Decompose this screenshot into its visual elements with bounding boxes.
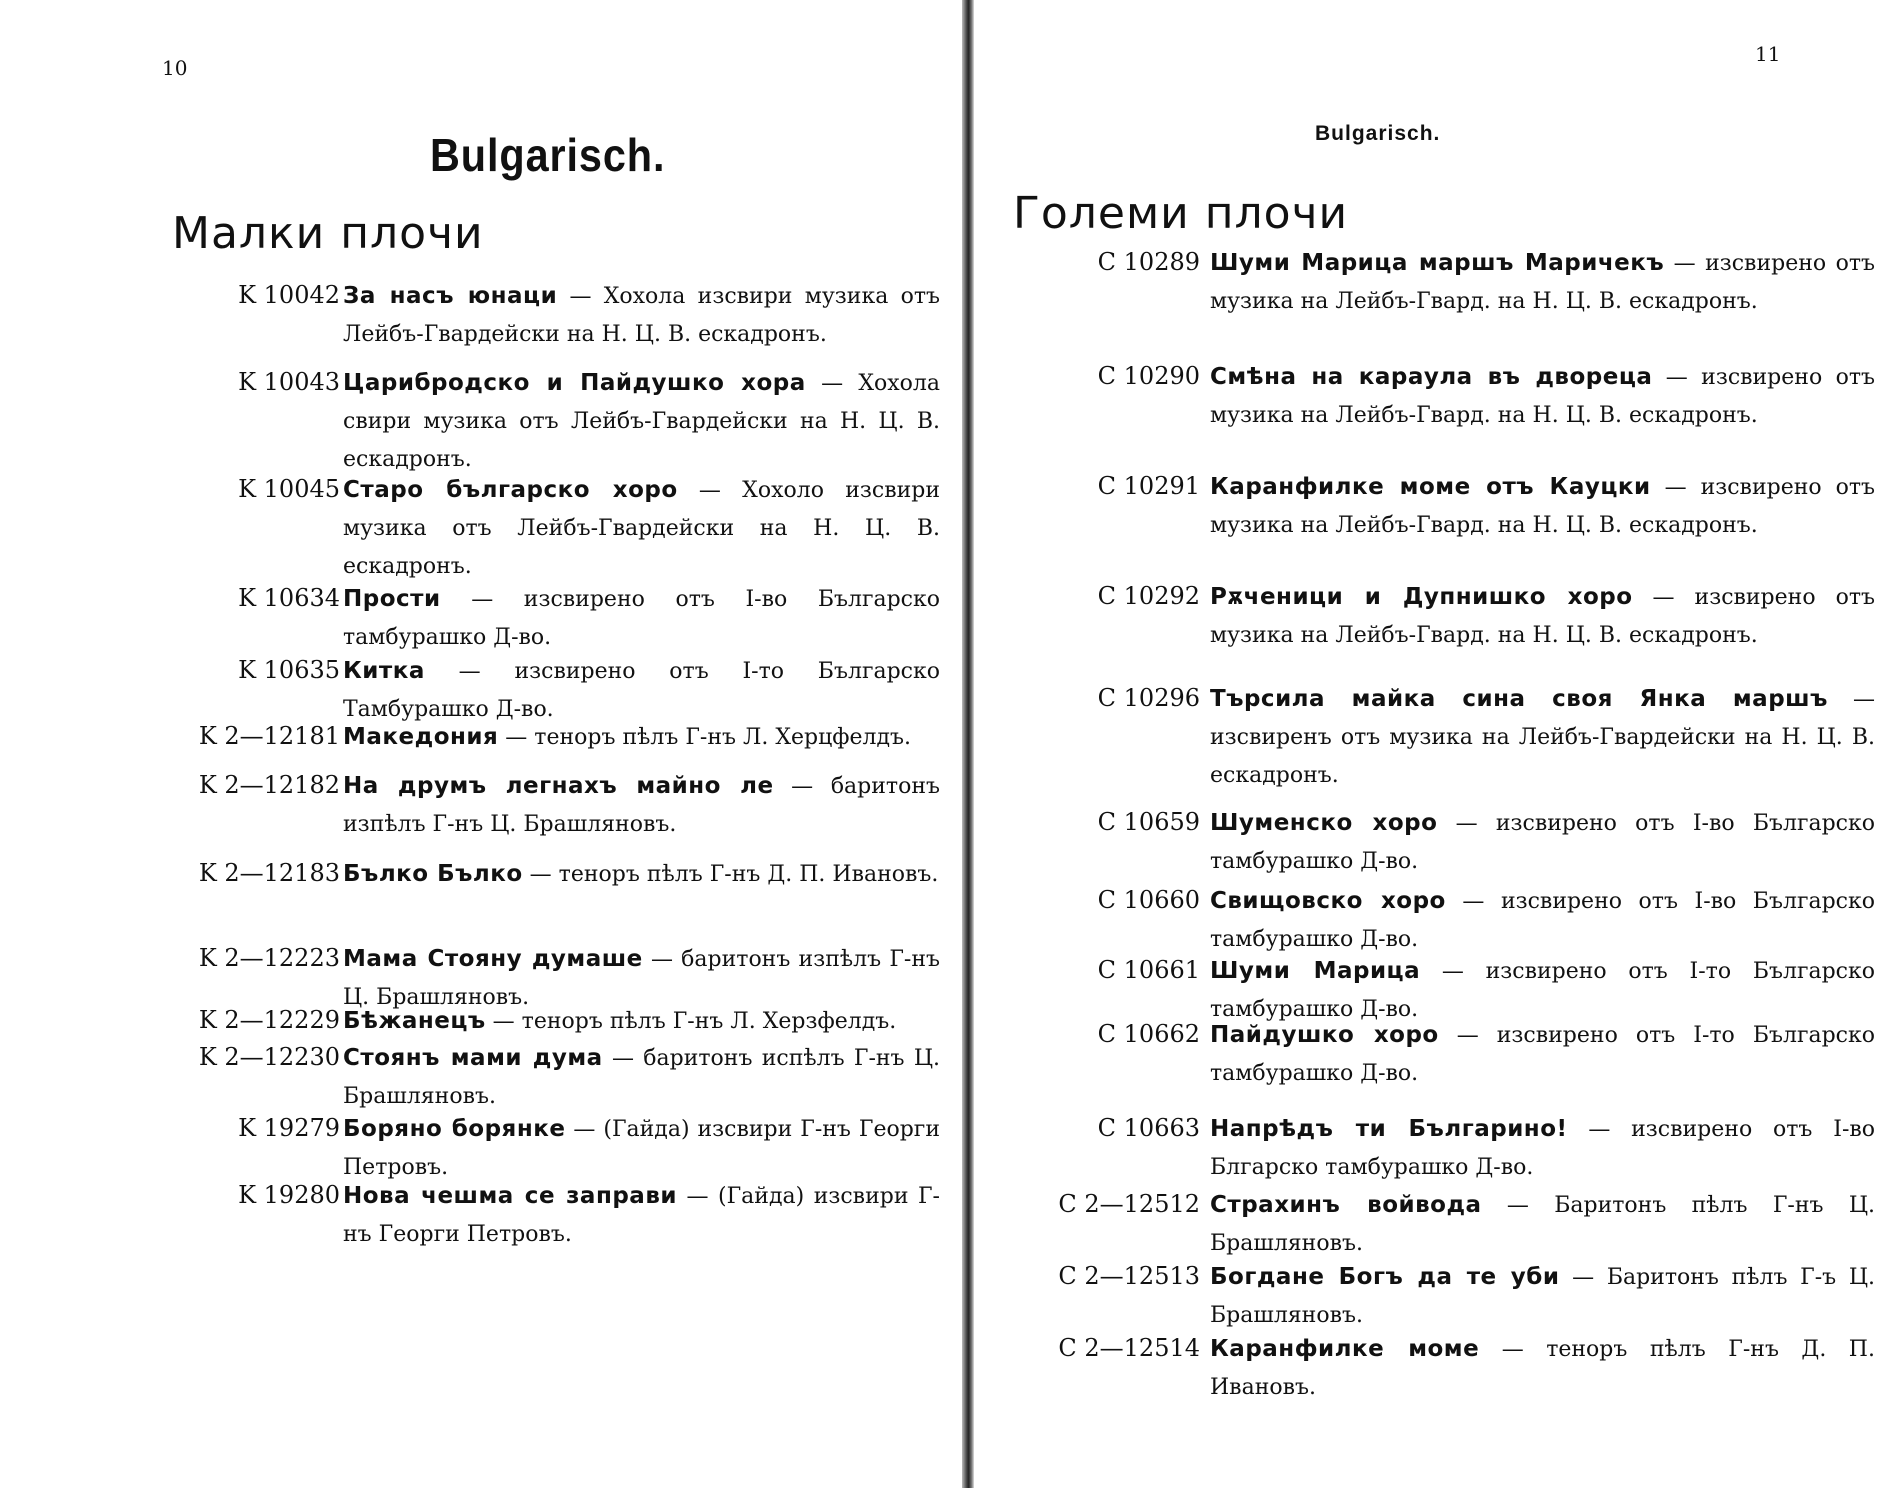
record-code: K 10042 <box>238 281 340 309</box>
record-entry <box>160 652 940 728</box>
record-title: Напрѣдъ ти Българино! <box>1210 1116 1568 1142</box>
record-entry <box>1005 804 1875 880</box>
record-title: Смѣна на караула въ двореца <box>1210 364 1653 390</box>
record-title: На друмъ легнахъ майно ле <box>343 773 774 799</box>
record-code: K 19279 <box>238 1114 340 1142</box>
record-description: — теноръ пѣлъ Г-нъ Д. П. Ивановъ. <box>1210 1337 1875 1400</box>
record-code: C 10660 <box>1097 886 1200 914</box>
record-description: — изсвирено отъ I-во Българско тамбурашко Д-во. <box>343 587 940 650</box>
record-code: C 10290 <box>1097 362 1200 390</box>
record-title: Пайдушко хоро <box>1210 1022 1439 1048</box>
record-description: — баритонъ изпѣлъ Г-нъ Ц. Брашляновъ. <box>343 947 940 1010</box>
record-code: C 10661 <box>1097 956 1200 984</box>
record-code: C 2—12514 <box>1058 1334 1200 1362</box>
record-entry <box>160 580 940 656</box>
record-title: Шуми Марица <box>1210 958 1421 984</box>
record-title: Боряно борянке <box>343 1116 566 1142</box>
record-title: Прости <box>343 586 441 612</box>
right-page <box>975 0 1900 1488</box>
record-description: — изсвирено отъ I-то Българско Тамбурашко Д-во. <box>343 659 940 722</box>
page-number: 10 <box>162 56 188 80</box>
record-description: — теноръ пѣлъ Г-нъ Д. П. Ивановъ. <box>522 862 939 887</box>
language-heading: Bulgarisch. <box>1315 122 1441 145</box>
record-code: K 2—12230 <box>198 1043 340 1071</box>
record-code: C 2—12512 <box>1058 1190 1200 1218</box>
record-entry <box>160 767 940 843</box>
record-title: Шуменско хоро <box>1210 810 1438 836</box>
record-code: K 2—12223 <box>198 944 340 972</box>
section-title: Големи плочи <box>1013 188 1349 239</box>
record-code: C 10662 <box>1097 1020 1200 1048</box>
record-code: C 10292 <box>1097 582 1200 610</box>
record-title: Старо българско хоро <box>343 477 678 503</box>
record-title: Рѫченици и Дупнишко хоро <box>1210 584 1633 610</box>
record-entry <box>1005 1330 1875 1406</box>
record-title: Мама Стояну думаше <box>343 946 643 972</box>
record-description: — изсвирено отъ I-во Българско тамбурашко Д-во. <box>1210 889 1875 952</box>
record-title: Китка <box>343 658 425 684</box>
record-code: K 2—12182 <box>198 771 340 799</box>
record-entry <box>160 1039 940 1115</box>
record-description: — Хохола свири музика отъ Лейбъ-Гвардейски на Н. Ц. В. ескадронъ. <box>343 371 941 472</box>
record-description: — изсвирено отъ музика на Лейбъ-Гвард. на Н. Ц. В. ескадронъ. <box>1210 251 1876 314</box>
record-entry <box>1005 1016 1875 1092</box>
record-description: — теноръ пѣлъ Г-нъ Л. Херцфелдъ. <box>498 725 911 750</box>
record-title: Македония <box>343 724 499 750</box>
record-code: K 10045 <box>238 475 340 503</box>
section-title: Малки плочи <box>172 208 484 259</box>
record-entry <box>1005 358 1875 434</box>
record-code: C 10289 <box>1097 248 1200 276</box>
record-title: Стоянъ мами дума <box>343 1045 603 1071</box>
record-entry <box>1005 1186 1875 1262</box>
record-title: Търсила майка сина своя Янка маршъ <box>1210 686 1828 712</box>
record-entry <box>1005 680 1875 794</box>
record-title: Свищовско хоро <box>1210 888 1446 914</box>
record-description: — баритонъ изпѣлъ Г-нъ Ц. Брашляновъ. <box>343 774 940 837</box>
record-title: Бѣжанецъ <box>343 1008 486 1034</box>
record-description: — Хохоло изсвири музика отъ Лейбъ-Гвардейски на Н. Ц. В. ескадронъ. <box>343 478 940 579</box>
record-title: За насъ юнаци <box>343 283 558 309</box>
record-title: Богдане Богъ да те уби <box>1210 1264 1560 1290</box>
record-entry <box>160 471 940 585</box>
record-description: — изсвирено отъ музика на Лейбъ-Гвард. на Н. Ц. В. ескадронъ. <box>1210 585 1875 648</box>
record-description: — изсвирено отъ I-во Българско тамбурашко Д-во. <box>1210 811 1876 874</box>
record-description: — Баритонъ пѣлъ Г-нъ Ц. Брашляновъ. <box>1210 1193 1875 1256</box>
record-code: K 2—12229 <box>198 1006 340 1034</box>
record-entry <box>160 1177 940 1253</box>
record-description: — изсвирено отъ музика на Лейбъ-Гвард. на Н. Ц. В. ескадронъ. <box>1210 475 1875 538</box>
record-code: K 10635 <box>238 656 340 684</box>
record-description: — изсвирено отъ I-во Блгарско тамбурашко Д-во. <box>1210 1117 1876 1180</box>
record-entry <box>160 364 940 478</box>
record-entry <box>1005 1110 1875 1186</box>
record-description: — изсвирено отъ музика на Лейбъ-Гвард. на Н. Ц. В. ескадронъ. <box>1210 365 1875 428</box>
record-description: — теноръ пѣлъ Г-нъ Л. Херзфелдъ. <box>485 1009 897 1034</box>
record-description: — Баритонъ пѣлъ Г-ъ Ц. Брашляновъ. <box>1210 1265 1875 1328</box>
record-description: — (Гайда) изсвири Г-нъ Георги Петровъ. <box>343 1184 940 1247</box>
book-gutter <box>962 0 974 1488</box>
record-description: — изсвиренъ отъ музика на Лейбъ-Гвардейски на Н. Ц. В. ескадронъ. <box>1210 687 1875 788</box>
record-entry <box>160 855 940 893</box>
record-entry <box>1005 1258 1875 1334</box>
record-code: C 10291 <box>1097 472 1200 500</box>
record-code: C 10659 <box>1097 808 1200 836</box>
record-entry <box>160 1002 940 1040</box>
record-title: Бълко Бълко <box>343 861 523 887</box>
record-code: K 2—12181 <box>198 722 340 750</box>
record-code: C 2—12513 <box>1058 1262 1200 1290</box>
record-title: Царибродско и Пайдушко хора <box>343 370 806 396</box>
record-entry <box>160 718 940 756</box>
record-description: — (Гайда) изсвири Г-нъ Георги Петровъ. <box>343 1117 940 1180</box>
record-title: Шуми Марица маршъ Маричекъ <box>1210 250 1665 276</box>
record-description: — баритонъ испѣлъ Г-нъ Ц. Брашляновъ. <box>343 1046 941 1109</box>
record-entry <box>1005 578 1875 654</box>
record-title: Каранфилке моме отъ Кауцки <box>1210 474 1651 500</box>
record-description: — изсвирено отъ I-то Българско тамбурашко Д-во. <box>1210 1023 1875 1086</box>
record-description: — Хохола изсвири музика отъ Лейбъ-Гвардейски на Н. Ц. В. ескадронъ. <box>343 284 940 347</box>
record-code: C 10663 <box>1097 1114 1200 1142</box>
record-title: Страхинъ войвода <box>1210 1192 1482 1218</box>
record-entry <box>160 277 940 353</box>
record-title: Каранфилке моме <box>1210 1336 1480 1362</box>
record-code: K 2—12183 <box>198 859 340 887</box>
record-entry <box>1005 882 1875 958</box>
language-heading: Bulgarisch. <box>430 129 666 181</box>
record-code: K 10634 <box>238 584 340 612</box>
record-code: K 10043 <box>238 368 340 396</box>
record-description: — изсвирено отъ I-то Българско тамбурашко Д-во. <box>1210 959 1875 1022</box>
record-entry <box>1005 244 1875 320</box>
record-code: K 19280 <box>238 1181 340 1209</box>
record-code: C 10296 <box>1097 684 1200 712</box>
record-entry <box>1005 468 1875 544</box>
record-title: Нова чешма се заправи <box>343 1183 677 1209</box>
page-number: 11 <box>1755 42 1781 66</box>
record-entry <box>160 1110 940 1186</box>
